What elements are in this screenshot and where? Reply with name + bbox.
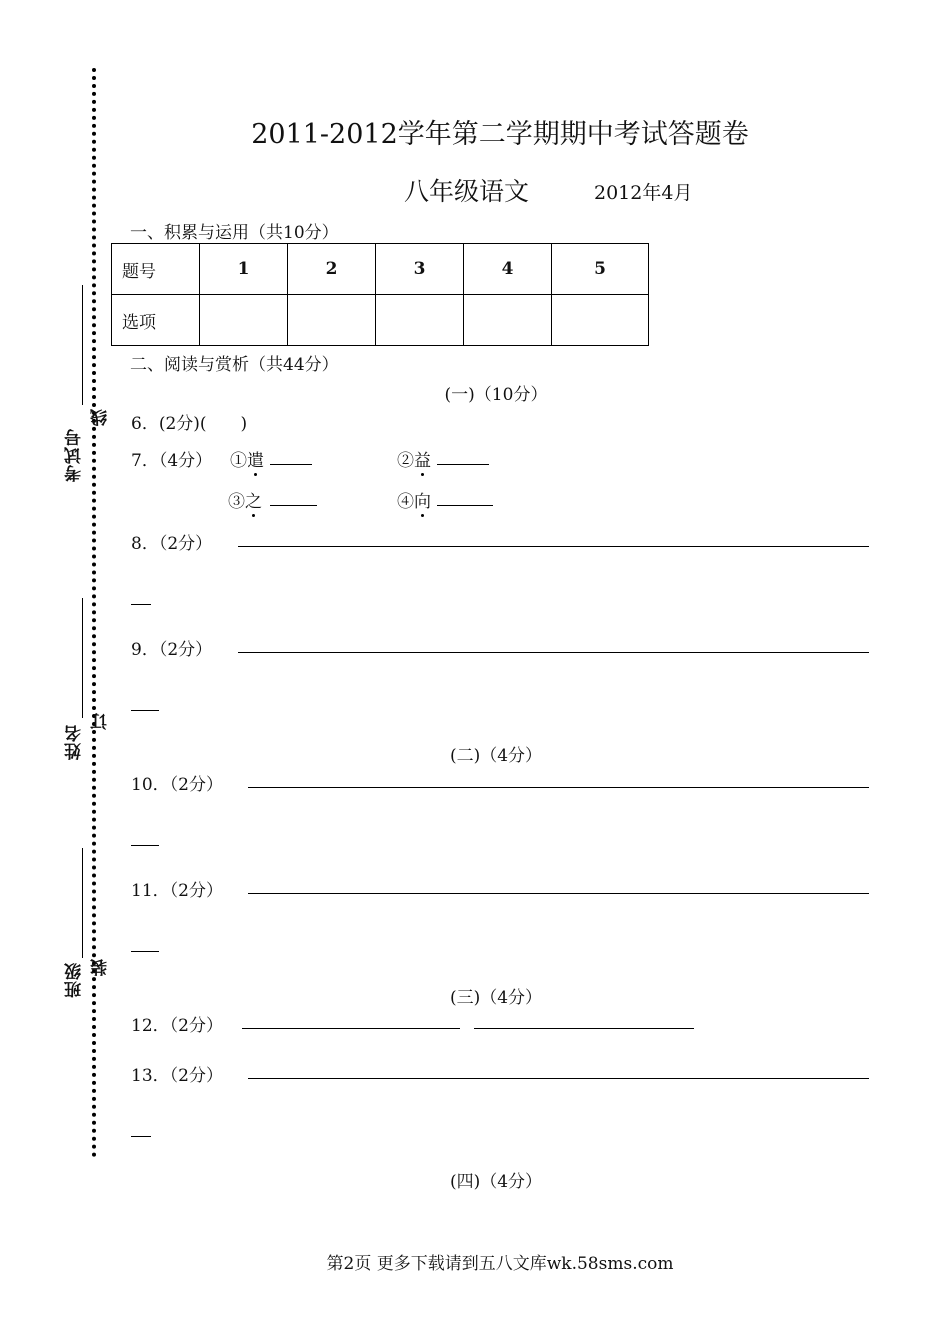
question-6: 6．(2分)( ): [131, 414, 248, 434]
name-label: 姓名: [65, 724, 85, 760]
q12-answer-line-1[interactable]: [242, 1028, 460, 1029]
question-10: 10．（2分）: [131, 775, 223, 795]
q7-item-4: ④向: [397, 492, 431, 512]
q10-answer-line-tail[interactable]: [131, 845, 159, 846]
q11-answer-line-tail[interactable]: [131, 951, 159, 952]
q9-answer-line-tail[interactable]: [131, 710, 159, 711]
part1-label: (一)（10分）: [444, 385, 548, 405]
answer-cell-5[interactable]: [552, 295, 649, 346]
q7-blank-2[interactable]: [437, 464, 489, 465]
subject-title: 八年级语文: [404, 177, 530, 206]
answer-cell-4[interactable]: [464, 295, 552, 346]
part2-label: (二)（4分）: [449, 746, 543, 766]
table-header-label: 题号: [112, 244, 200, 295]
question-9: 9．（2分）: [131, 640, 213, 660]
question-13: 13．（2分）: [131, 1066, 223, 1086]
class-label: 班级: [65, 962, 85, 998]
answer-table: [111, 243, 649, 346]
q13-answer-line-tail[interactable]: [131, 1136, 151, 1137]
q7-item-2: ②益: [397, 451, 431, 471]
table-col-1: 1: [200, 244, 288, 295]
binding-char-ding: 订: [91, 712, 111, 730]
binding-dotted-line: [92, 68, 96, 1158]
answer-cell-1[interactable]: [200, 295, 288, 346]
question-8: 8．（2分）: [131, 534, 213, 554]
exam-date: 2012年4月: [594, 182, 693, 204]
class-blank-line: [82, 848, 83, 958]
answer-cell-3[interactable]: [376, 295, 464, 346]
binding-char-zhuang: 装: [91, 958, 111, 976]
q7-blank-1[interactable]: [270, 464, 312, 465]
table-col-5: 5: [552, 244, 649, 295]
exam-no-label: 考试号: [65, 428, 85, 482]
q7-item-3: ③之: [228, 492, 262, 512]
page-title: 2011-2012学年第二学期期中考试答题卷: [251, 119, 749, 150]
q7-blank-4[interactable]: [437, 505, 493, 506]
question-12: 12．（2分）: [131, 1016, 223, 1036]
part4-label: (四)（4分）: [449, 1172, 543, 1192]
table-col-3: 3: [376, 244, 464, 295]
q7-blank-3[interactable]: [270, 505, 317, 506]
answer-cell-2[interactable]: [288, 295, 376, 346]
name-blank-line: [82, 598, 83, 718]
q8-answer-line-tail[interactable]: [131, 604, 151, 605]
q13-answer-line[interactable]: [248, 1078, 869, 1079]
table-col-4: 4: [464, 244, 552, 295]
binding-char-line: 线: [91, 408, 111, 426]
part3-label: (三)（4分）: [449, 988, 543, 1008]
table-option-label: 选项: [112, 295, 200, 346]
q7-item-1: ①遣: [230, 451, 264, 471]
q11-answer-line[interactable]: [248, 893, 869, 894]
q9-answer-line[interactable]: [238, 652, 869, 653]
question-11: 11．（2分）: [131, 881, 223, 901]
exam-no-blank-line: [82, 285, 83, 405]
q12-answer-line-2[interactable]: [474, 1028, 694, 1029]
q10-answer-line[interactable]: [248, 787, 869, 788]
q8-answer-line[interactable]: [238, 546, 869, 547]
section1-heading: 一、积累与运用（共10分）: [130, 223, 339, 243]
page-footer: 第2页 更多下载请到五八文库wk.58sms.com: [326, 1254, 674, 1274]
table-col-2: 2: [288, 244, 376, 295]
section2-heading: 二、阅读与赏析（共44分）: [130, 355, 339, 375]
question-7-label: 7．（4分）: [131, 451, 213, 471]
